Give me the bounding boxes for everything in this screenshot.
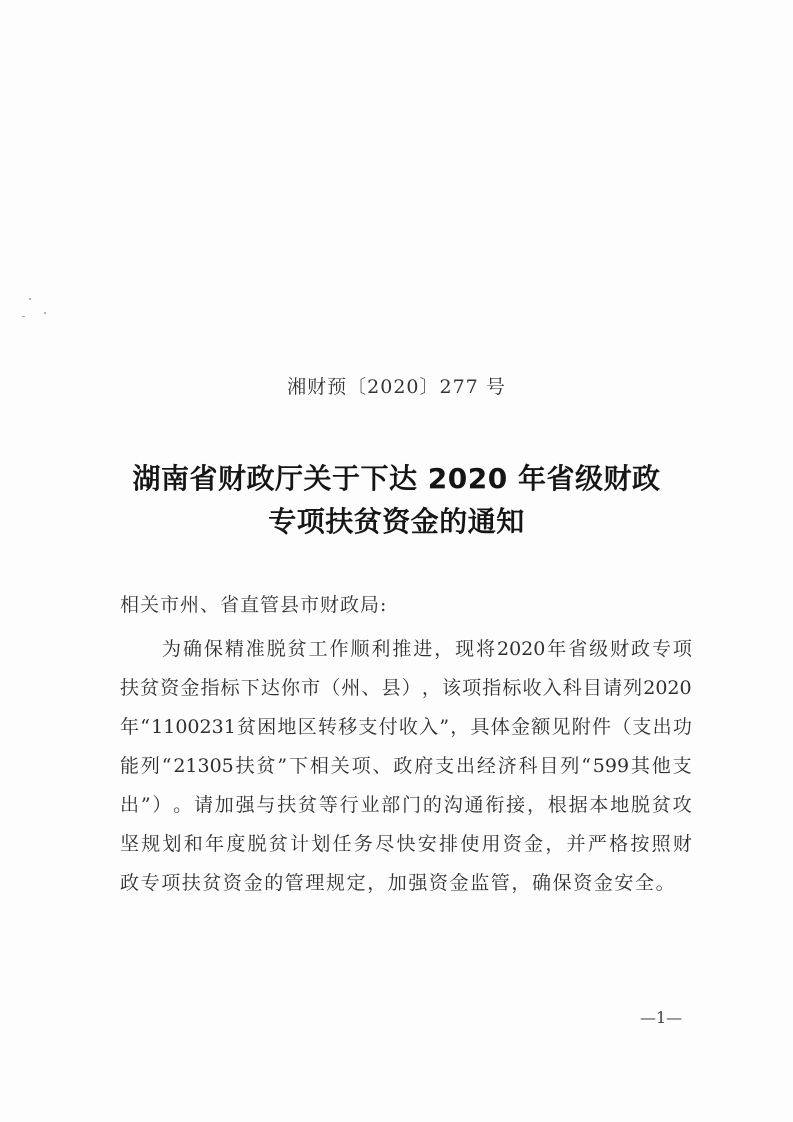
body-char: 任	[332, 833, 352, 855]
body-char: 指	[482, 677, 502, 699]
body-char: 相	[309, 755, 329, 777]
body-char: 接	[506, 794, 526, 816]
body-char: 能	[120, 755, 140, 777]
body-char: 支	[435, 755, 455, 777]
body-char: 格	[609, 833, 629, 855]
body-char: 市	[301, 677, 321, 699]
body-char: 坚	[120, 833, 140, 855]
body-char: 保	[203, 638, 223, 660]
body-char: 财	[610, 638, 630, 660]
body-char: 支	[632, 716, 652, 738]
body-char: 下	[288, 755, 308, 777]
body-char: 攻	[672, 794, 692, 816]
body-char: 专	[651, 638, 671, 660]
body-char: 地	[610, 794, 630, 816]
body-char: 标	[220, 677, 240, 699]
body-char: 贫	[237, 716, 257, 738]
body-char: 业	[360, 794, 380, 816]
body-char: 济	[497, 755, 517, 777]
body-char: 体	[490, 716, 510, 738]
body-char: 21305	[173, 755, 234, 777]
body-char: 指	[200, 677, 220, 699]
body-char: 请	[193, 794, 213, 816]
body-char: 按	[630, 833, 650, 855]
body-char: 列	[140, 755, 160, 777]
body-char: 功	[672, 716, 692, 738]
body-char: 脱	[631, 794, 651, 816]
body-line	[120, 786, 692, 825]
body-char: 1100231	[151, 716, 236, 738]
body-char: 规	[141, 833, 161, 855]
body-char: 资	[502, 833, 522, 855]
body-char: 贫	[268, 833, 288, 855]
body-char: 出	[652, 716, 672, 738]
body-char: 金	[524, 833, 544, 855]
body-char: 关	[330, 755, 350, 777]
body-char: 尽	[375, 833, 395, 855]
body-char: 贫	[140, 677, 160, 699]
body-char: 付	[378, 716, 398, 738]
body-char: 快	[396, 833, 416, 855]
body-char: 年	[205, 833, 225, 855]
body-char: ，	[421, 677, 441, 699]
body-char: 移	[338, 716, 358, 738]
body-char: 他	[651, 755, 671, 777]
body-char: 将	[476, 638, 496, 660]
body-char: 加	[214, 794, 234, 816]
body-char: 达	[260, 677, 280, 699]
body-char: 贫	[256, 755, 276, 777]
body-char: 。	[173, 794, 193, 816]
body-char: 附	[571, 716, 591, 738]
body-char: 、	[361, 677, 381, 699]
body-char: 目	[539, 755, 559, 777]
body-char: 标	[502, 677, 522, 699]
body-char: 金	[180, 677, 200, 699]
body-char: 行	[339, 794, 359, 816]
body-char: 脱	[247, 833, 267, 855]
body-char: 科	[518, 755, 538, 777]
body-char: ）	[152, 794, 172, 816]
body-char: 你	[281, 677, 301, 699]
body-char: 并	[566, 833, 586, 855]
body-char: 政	[631, 638, 651, 660]
body-char: ，	[545, 833, 565, 855]
body-char: 列	[560, 755, 580, 777]
body-char: “	[161, 755, 172, 777]
body-line	[120, 669, 692, 708]
body-char: 为	[162, 638, 182, 660]
body-char: ，	[450, 716, 470, 738]
body-char: 出	[120, 794, 140, 816]
body-char: 扶	[120, 677, 140, 699]
body-char: 599	[592, 755, 630, 777]
body-char: 沟	[443, 794, 463, 816]
body-char: 区	[297, 716, 317, 738]
body-char: 下	[240, 677, 260, 699]
body-char: 本	[589, 794, 609, 816]
body-char: 该	[442, 677, 462, 699]
body-char: 扶	[277, 794, 297, 816]
body-char: 收	[398, 716, 418, 738]
body-char: （	[612, 716, 632, 738]
body-char: 脱	[266, 638, 286, 660]
body-paragraph	[120, 630, 692, 903]
body-line: 政专项扶贫资金的管理规定，加强资金监管，确保资金安全。	[120, 872, 677, 894]
body-char: 具	[470, 716, 490, 738]
body-char: 转	[317, 716, 337, 738]
body-line	[120, 825, 692, 864]
body-char: 排	[438, 833, 458, 855]
body-char: 科	[562, 677, 582, 699]
page-number: —1—	[640, 1008, 683, 1027]
body-char: 和	[183, 833, 203, 855]
body-char: 州	[341, 677, 361, 699]
body-char: ”	[140, 794, 151, 816]
body-char: 据	[568, 794, 588, 816]
body-char: 支	[358, 716, 378, 738]
body-char: 入	[419, 716, 439, 738]
body-char: 使	[460, 833, 480, 855]
body-char: 度	[226, 833, 246, 855]
body-char: 级	[589, 638, 609, 660]
body-char: （	[321, 677, 341, 699]
body-char: 项	[462, 677, 482, 699]
body-char: 地	[277, 716, 297, 738]
body-char: 安	[417, 833, 437, 855]
body-char: 推	[392, 638, 412, 660]
body-char: 进	[413, 638, 433, 660]
body-char: 严	[587, 833, 607, 855]
body-char: 列	[623, 677, 643, 699]
scan-speck	[29, 298, 31, 300]
body-char: ，	[434, 638, 454, 660]
body-line	[120, 747, 692, 786]
document-number: 湘财预〔2020〕277 号	[287, 376, 506, 398]
body-char: 件	[591, 716, 611, 738]
body-char: 等	[318, 794, 338, 816]
document-title	[0, 457, 793, 543]
body-char: ”	[277, 755, 288, 777]
body-char: 资	[160, 677, 180, 699]
body-char: 入	[542, 677, 562, 699]
body-char: 贫	[298, 794, 318, 816]
body-char: 贫	[287, 638, 307, 660]
body-char: 收	[522, 677, 542, 699]
document-title-line-2: 专项扶贫资金的通知	[268, 505, 525, 538]
body-char: 金	[511, 716, 531, 738]
body-char: 项	[672, 638, 692, 660]
body-char: 利	[371, 638, 391, 660]
body-line	[120, 708, 692, 747]
body-char: 贫	[651, 794, 671, 816]
body-char: 的	[422, 794, 442, 816]
body-char: 政	[393, 755, 413, 777]
body-char: 准	[245, 638, 265, 660]
body-char: “	[581, 755, 591, 777]
body-char: 出	[455, 755, 475, 777]
body-char: 工	[308, 638, 328, 660]
body-char: 支	[672, 755, 692, 777]
scan-speck	[22, 316, 25, 317]
body-char: 目	[582, 677, 602, 699]
body-char: 额	[531, 716, 551, 738]
body-char: 其	[630, 755, 650, 777]
body-char: 扶	[235, 755, 255, 777]
body-char: 衔	[485, 794, 505, 816]
body-char: “	[140, 716, 150, 738]
scan-speck	[44, 312, 46, 314]
body-char: 困	[257, 716, 277, 738]
body-char: 财	[672, 833, 692, 855]
body-char: 用	[481, 833, 501, 855]
body-char: 顺	[350, 638, 370, 660]
body-char: 请	[603, 677, 623, 699]
body-char: 府	[414, 755, 434, 777]
body-char: ”	[439, 716, 450, 738]
body-char: ，	[526, 794, 546, 816]
body-char: 计	[290, 833, 310, 855]
body-char: 县	[381, 677, 401, 699]
body-char: 作	[329, 638, 349, 660]
body-char: 务	[353, 833, 373, 855]
body-char: 2020	[643, 677, 692, 699]
body-char: 强	[235, 794, 255, 816]
body-char: 部	[381, 794, 401, 816]
body-char: 划	[311, 833, 331, 855]
body-char: 年	[120, 716, 140, 738]
body-char: 见	[551, 716, 571, 738]
body-char: 确	[182, 638, 202, 660]
body-char: 照	[651, 833, 671, 855]
body-char: 划	[162, 833, 182, 855]
body-char: 、	[372, 755, 392, 777]
body-char: 现	[455, 638, 475, 660]
document-title-line-1: 湖南省财政厅关于下达 2020 年省级财政	[132, 462, 661, 495]
body-char: 精	[224, 638, 244, 660]
salutation: 相关市州、省直管县市财政局:	[120, 594, 388, 616]
body-char: 通	[464, 794, 484, 816]
body-char: 经	[476, 755, 496, 777]
body-char: 项	[351, 755, 371, 777]
body-char: ）	[401, 677, 421, 699]
body-char: 与	[256, 794, 276, 816]
body-char: 根	[547, 794, 567, 816]
body-char: 年	[547, 638, 567, 660]
body-line	[120, 630, 692, 669]
body-char: 门	[402, 794, 422, 816]
body-char: 省	[568, 638, 588, 660]
body-char: 2020	[497, 638, 546, 660]
